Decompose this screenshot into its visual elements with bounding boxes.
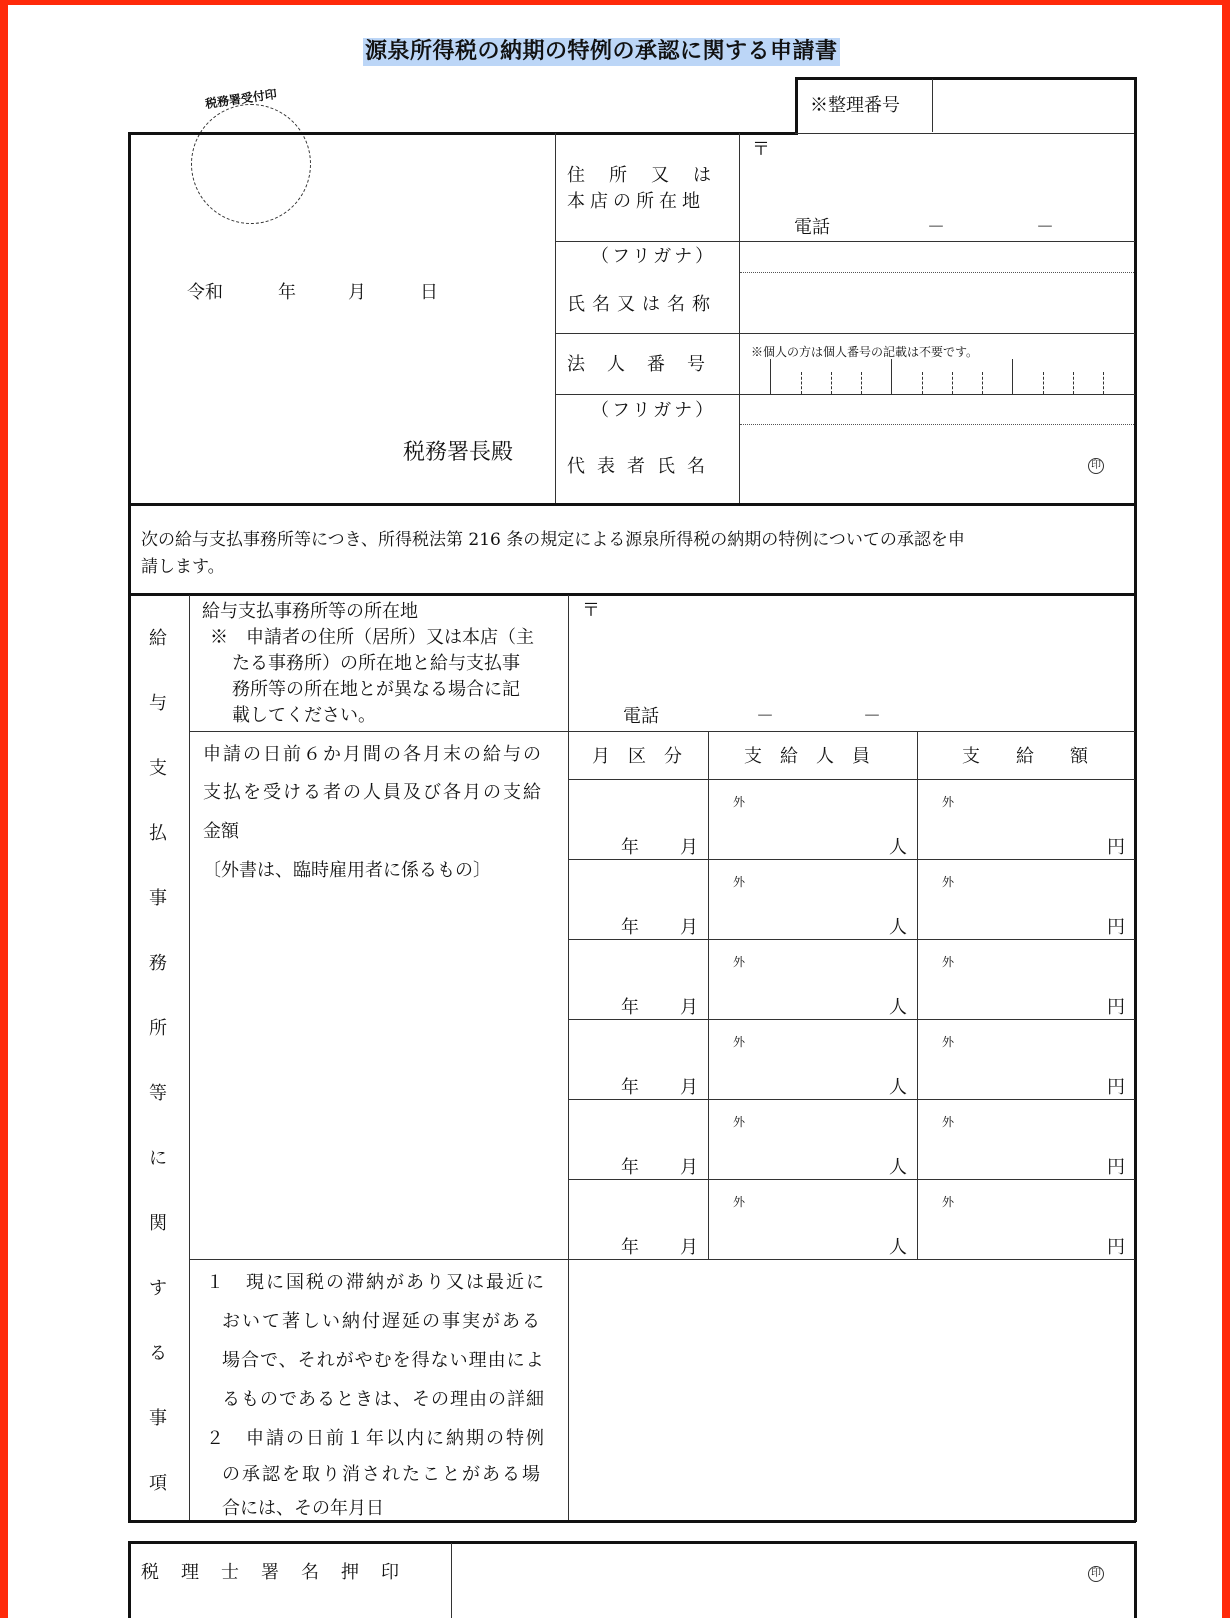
vertical-heading-char: 事 [149,1408,167,1429]
col-month-header: 月 区 分 [592,746,682,767]
ref-box-right [1134,77,1137,133]
office-address-input[interactable] [605,612,1125,672]
corp-number-label: 法人番号 [567,354,727,375]
form-title: 源泉所得税の納期の特例の承認に関する申請書 [365,39,838,64]
reason-line-4: るものであるときは、その理由の詳細 [222,1389,545,1410]
name-input[interactable] [745,280,1130,328]
row-year-label: 年 [621,1157,639,1178]
upper-col2 [739,133,740,505]
date-era: 令和 [187,282,223,303]
payroll-desc-2: 支払を受ける者の人員及び各月の支給 [203,782,543,803]
vertical-heading-char: 与 [149,693,167,714]
accountant-box-left [128,1541,131,1618]
tax-office-input[interactable] [210,420,395,450]
accountant-divider [451,1543,452,1618]
furigana-label: （フリガナ） [591,246,717,267]
office-phone-dash-1: － [756,706,774,727]
row-people-unit: 人 [889,1077,907,1098]
vertical-heading-char: る [149,1343,167,1364]
phone-label: 電話 [794,217,830,238]
row-people-input[interactable] [760,1211,880,1235]
row-year-label: 年 [621,1077,639,1098]
col-people-header: 支 給 人 員 [744,746,870,767]
row-people-outside: 外 [733,795,746,809]
row-people-unit: 人 [889,1157,907,1178]
digit-tick [952,372,953,394]
row-yen-unit: 円 [1107,1237,1125,1258]
upper-right-top [795,133,1136,134]
tax-accountant-label: 税理士署名押印 [141,1562,421,1583]
row-people-input[interactable] [760,811,880,835]
reason-line-5: ２ 申請の日前１年以内に納期の特例 [206,1428,546,1449]
upper-col1 [555,133,556,505]
row-people-input[interactable] [760,891,880,915]
row-yen-unit: 円 [1107,1157,1125,1178]
row-year-label: 年 [621,917,639,938]
row-amount-input[interactable] [960,971,1100,995]
row-line-2 [555,333,1135,334]
accountant-box-right [1134,1541,1137,1618]
col-amount-header: 支 給 額 [962,746,1088,767]
row-month-input[interactable] [575,971,700,995]
reason-line-6: の承認を取り消されたことがある場 [222,1464,542,1485]
ref-box-top [795,77,1136,80]
main-left-border [128,132,131,1522]
vertical-heading-char: 務 [149,953,167,974]
digit-tick [922,372,923,394]
row-people-input[interactable] [760,971,880,995]
payroll-desc-4: 〔外書は、臨時雇用者に係るもの〕 [203,860,491,881]
phone-dash-1: － [927,217,945,238]
row-year-label: 年 [621,1237,639,1258]
stamp-label: 税務署受付印 [204,87,278,111]
row-people-unit: 人 [889,1237,907,1258]
row-people-outside: 外 [733,1115,746,1129]
row-yen-unit: 円 [1107,837,1125,858]
row-month-label: 月 [680,837,698,858]
date-year: 年 [278,282,296,303]
row-amount-outside: 外 [942,1115,955,1129]
row-amount-outside: 外 [942,795,955,809]
vertical-heading-char: 等 [149,1083,167,1104]
office-postal-mark: 〒 [582,600,600,621]
payroll-header-bottom [568,779,1135,780]
payroll-desc-1: 申請の日前６か月間の各月末の給与の [203,744,543,765]
payroll-bottom [189,1259,1135,1260]
digit-group-separator [891,359,892,394]
row-month-input[interactable] [575,1051,700,1075]
row-people-outside: 外 [733,1195,746,1209]
declaration-bottom [128,593,1136,596]
rep-furigana-label: （フリガナ） [591,400,717,421]
digit-group-separator [770,359,771,394]
upper-box-bottom [128,503,1136,506]
row-yen-unit: 円 [1107,997,1125,1018]
accountant-box-top [128,1541,1136,1544]
digit-tick [861,372,862,394]
seal-mark: 印 [1088,458,1104,474]
row-month-label: 月 [680,1077,698,1098]
vertical-heading-char: 給 [149,628,167,649]
date-month: 月 [348,282,366,303]
row-amount-input[interactable] [960,1131,1100,1155]
row-month-label: 月 [680,1237,698,1258]
row-amount-input[interactable] [960,1211,1100,1235]
declaration-line-2: 請します。 [141,557,225,577]
office-address-bottom [189,731,1135,732]
payroll-desc-3: 金額 [203,821,239,842]
digit-tick [1103,372,1104,394]
main-box-bottom [128,1520,1136,1523]
row-line-1 [555,241,1135,242]
row-people-outside: 外 [733,1035,746,1049]
digit-tick [1073,372,1074,394]
rep-furigana-input[interactable] [745,397,1130,422]
digit-tick [831,372,832,394]
tax-office-label: 税務署長殿 [403,440,514,465]
row-amount-outside: 外 [942,875,955,889]
row-amount-input[interactable] [960,811,1100,835]
main-right-border [1134,132,1137,1522]
stamp-circle [191,104,311,224]
row-people-outside: 外 [733,955,746,969]
row-people-input[interactable] [760,1131,880,1155]
date-day: 日 [420,282,438,303]
furigana-dotline-1 [740,272,1134,273]
row-amount-outside: 外 [942,1195,955,1209]
tax-accountant-input[interactable] [460,1558,1080,1592]
office-phone-label: 電話 [623,706,659,727]
row-people-unit: 人 [889,837,907,858]
ref-number-input[interactable] [938,92,1128,120]
row-month-input[interactable] [575,811,700,835]
office-desc-col [568,595,569,1520]
reason-line-3: 場合で、それがやむを得ない理由によ [222,1350,545,1371]
row-month-label: 月 [680,997,698,1018]
digit-tick [982,372,983,394]
payroll-row-line [568,1179,1135,1180]
office-address-label: 給与支払事務所等の所在地 [202,601,418,622]
office-note-1: ※ 申請者の住所（居所）又は本店（主 [210,627,534,648]
vertical-heading-char: 支 [149,758,167,779]
ref-number-label: ※整理番号 [810,95,900,116]
vertical-heading-char: 払 [149,823,167,844]
row-people-unit: 人 [889,917,907,938]
digit-tick [1043,372,1044,394]
row-yen-unit: 円 [1107,917,1125,938]
address-label-1: 住所又は [567,165,735,186]
row-amount-input[interactable] [960,1051,1100,1075]
address-label-2: 本店の所在地 [567,191,705,212]
address-input[interactable] [775,150,1125,200]
vertical-heading-char: に [149,1148,167,1169]
office-note-2: たる事務所）の所在地と給与支払事 [232,653,520,674]
reasons-input[interactable] [575,1266,1127,1514]
row-year-label: 年 [621,997,639,1018]
vertical-heading-col [189,595,190,1520]
office-note-4: 載してください。 [232,705,376,726]
row-line-3 [555,394,1135,395]
payroll-row-line [568,859,1135,860]
declaration-line-1: 次の給与支払事務所等につき、所得税法第 216 条の規定による源泉所得税の納期の特例についての承認を申 [141,530,965,550]
reason-line-2: おいて著しい納付遅延の事実がある [222,1311,542,1332]
vertical-heading-char: 関 [149,1213,167,1234]
furigana-input[interactable] [745,244,1130,270]
rep-name-input[interactable] [745,440,1085,485]
row-yen-unit: 円 [1107,1077,1125,1098]
row-year-label: 年 [621,837,639,858]
digit-group-separator [1012,359,1013,394]
accountant-seal-mark: 印 [1088,1566,1104,1582]
row-amount-input[interactable] [960,891,1100,915]
furigana-dotline-2 [740,424,1134,425]
row-month-input[interactable] [575,891,700,915]
ref-box-divider [932,79,933,132]
row-month-label: 月 [680,917,698,938]
row-month-label: 月 [680,1157,698,1178]
phone-dash-2: － [1036,217,1054,238]
vertical-heading-char: 項 [149,1473,167,1494]
payroll-row-line [568,939,1135,940]
postal-mark: 〒 [752,139,770,160]
row-month-input[interactable] [575,1131,700,1155]
rep-name-label: 代表者氏名 [567,456,717,477]
row-people-unit: 人 [889,997,907,1018]
reason-line-7: 合には、その年月日 [222,1498,384,1519]
upper-box-top [128,132,798,135]
office-phone-dash-2: － [863,706,881,727]
row-month-input[interactable] [575,1211,700,1235]
row-amount-outside: 外 [942,955,955,969]
vertical-heading-char: 所 [149,1018,167,1039]
vertical-heading-char: す [149,1278,167,1299]
name-label: 氏名又は名称 [567,294,717,315]
vertical-heading-char: 事 [149,888,167,909]
row-amount-outside: 外 [942,1035,955,1049]
row-people-input[interactable] [760,1051,880,1075]
reason-line-1: １ 現に国税の滞納があり又は最近に [206,1272,546,1293]
office-note-3: 務所等の所在地とが異なる場合に記 [232,679,520,700]
payroll-row-line [568,1019,1135,1020]
ref-box-left [795,77,798,133]
payroll-row-line [568,1099,1135,1100]
row-people-outside: 外 [733,875,746,889]
corp-number-note: ※個人の方は個人番号の記載は不要です。 [751,345,979,359]
digit-tick [801,372,802,394]
